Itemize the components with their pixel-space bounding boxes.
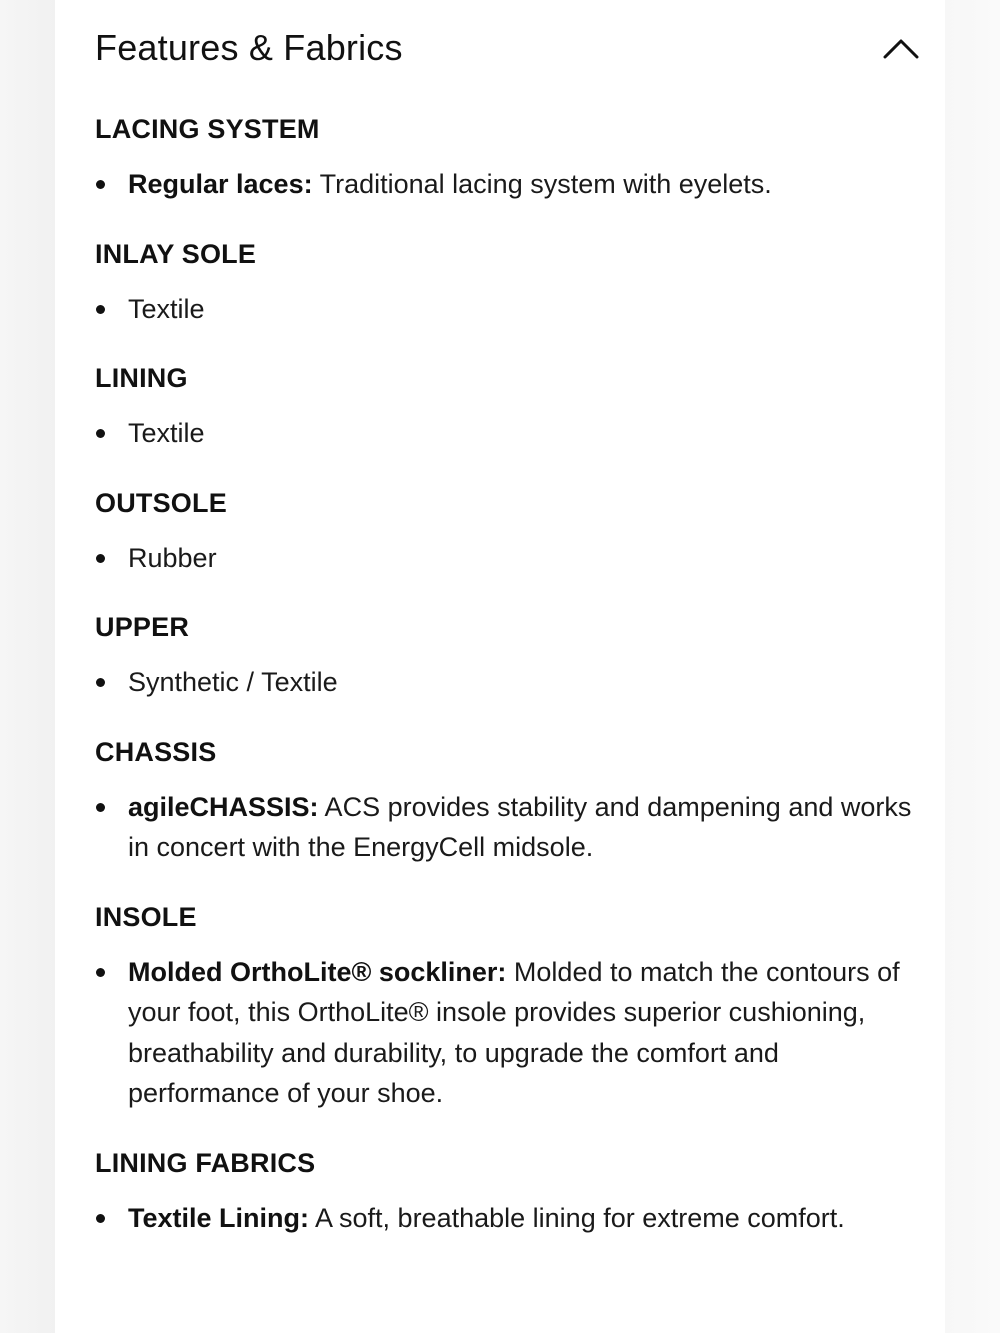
section-spacer — [95, 329, 925, 357]
list-item — [95, 413, 925, 454]
section-heading: CHASSIS — [95, 736, 217, 767]
feature-section — [95, 896, 925, 1114]
item-text: Traditional lacing system with eyelets. — [312, 169, 772, 199]
section-heading: INLAY SOLE — [95, 238, 257, 269]
item-text: Synthetic / Textile — [128, 667, 338, 697]
section-heading: LINING — [95, 363, 188, 393]
page-background-left — [0, 0, 55, 1333]
section-heading: OUTSOLE — [95, 487, 227, 518]
section-heading: INSOLE — [95, 901, 197, 932]
feature-list — [95, 662, 925, 703]
chevron-up-icon[interactable] — [881, 28, 921, 68]
section-spacer — [95, 868, 925, 896]
list-item — [95, 952, 925, 1114]
feature-section — [95, 108, 925, 205]
item-label: Textile Lining: — [128, 1202, 309, 1233]
accordion-title: Features & Fabrics — [95, 27, 403, 68]
list-item — [95, 289, 925, 330]
item-text: Textile — [128, 418, 205, 448]
feature-list — [95, 538, 925, 579]
feature-list — [95, 289, 925, 330]
list-item — [95, 538, 925, 579]
section-spacer — [95, 205, 925, 233]
accordion-header[interactable] — [95, 22, 915, 74]
item-label: Regular laces: — [128, 169, 313, 199]
feature-list — [95, 1198, 925, 1239]
list-item — [95, 662, 925, 703]
feature-section — [95, 1142, 925, 1239]
item-text: ACS provides stability and dampening and works in concert with the EnergyCell midsole. — [128, 791, 912, 862]
section-spacer — [95, 703, 925, 731]
feature-section — [95, 357, 925, 454]
list-item — [95, 164, 925, 205]
item-text: Molded to match the contours of your foot, this OrthoLite® insole provides superior cushioning, breathability and durability, to upgrade the comfort and performance of your shoe. — [128, 956, 900, 1108]
item-text: A soft, breathable lining for extreme comfort. — [309, 1202, 845, 1233]
feature-section — [95, 233, 925, 330]
section-spacer — [95, 454, 925, 482]
feature-list — [95, 952, 925, 1114]
feature-section — [95, 606, 925, 703]
item-label: Molded OrthoLite® sockliner: — [128, 956, 507, 987]
features-fabrics-panel — [55, 0, 945, 1333]
page-background-right — [945, 0, 1000, 1333]
accordion-content — [95, 108, 925, 1238]
section-heading: LINING FABRICS — [95, 1147, 316, 1178]
section-heading: LACING SYSTEM — [95, 114, 320, 144]
list-item — [95, 1198, 925, 1239]
feature-section — [95, 731, 925, 868]
section-spacer — [95, 1114, 925, 1142]
feature-list — [95, 787, 925, 868]
item-label: agileCHASSIS: — [128, 791, 319, 822]
list-item — [95, 787, 925, 868]
section-heading: UPPER — [95, 612, 190, 642]
feature-section — [95, 482, 925, 579]
item-text: Textile — [128, 293, 205, 324]
item-text: Rubber — [128, 542, 217, 573]
feature-list — [95, 164, 925, 205]
section-spacer — [95, 578, 925, 606]
feature-list — [95, 413, 925, 454]
